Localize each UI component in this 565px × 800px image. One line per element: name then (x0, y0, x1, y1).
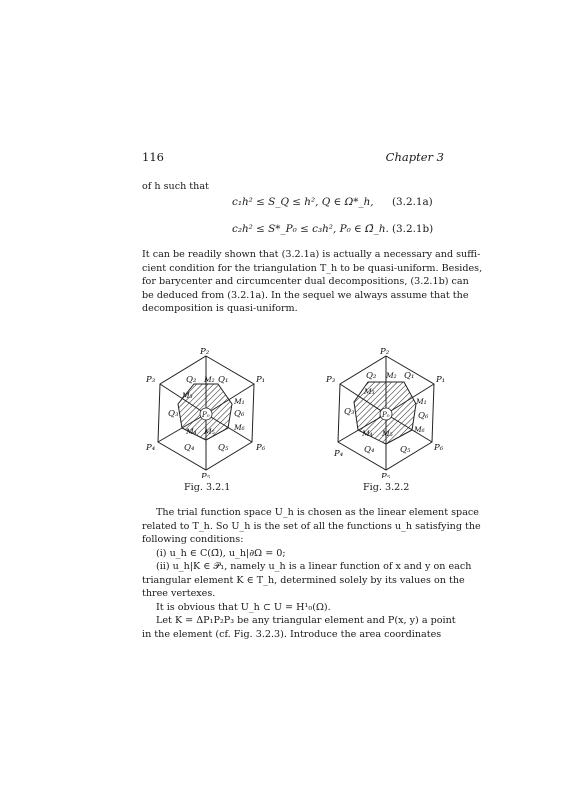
text-line: following conditions: (142, 534, 244, 545)
text-line: in the element (cf. Fig. 3.2.3). Introduce the area coordinates (142, 628, 442, 640)
label-q2: Q₂ (366, 371, 377, 381)
label-p3: P₃ (326, 375, 336, 385)
text-line: It is obvious that U_h ⊂ U = H¹₀(Ω). (156, 601, 331, 613)
label-q1: Q₁ (404, 371, 415, 381)
label-m5: M₅ (382, 429, 393, 438)
label-p6: P₆ (256, 443, 266, 453)
label-p1: P₁ (256, 375, 266, 385)
label-q6: Q₆ (234, 409, 245, 419)
label-p5: P₅ (381, 472, 391, 478)
text-line: It can be readily shown that (3.2.1a) is actually a necessary and suffi- (142, 249, 481, 260)
label-m4: M₄ (186, 427, 197, 436)
label-p1: P₁ (436, 375, 446, 385)
label-p6: P₆ (434, 443, 444, 453)
label-q3: Q₃ (168, 409, 179, 419)
label-m2: M₂ (386, 371, 397, 380)
chapter-title: Chapter 3 (385, 150, 444, 164)
text-line: decomposition is quasi-uniform. (142, 303, 298, 314)
paragraph-quasi-uniform (142, 248, 483, 316)
text-line: Let K = ΔP₁P₂P₃ be any triangular element and P(x, y) a point (156, 615, 456, 626)
label-p4: P₄ (146, 443, 156, 453)
text-line: be deduced from (3.2.1a). In the sequel we always assume that the (142, 289, 469, 301)
figure-3-2-2-diagram (318, 348, 458, 478)
label-p2: P₂ (200, 348, 210, 357)
label-m4: M₄ (362, 429, 373, 438)
caption-figure-3-2-1: Fig. 3.2.1 (184, 482, 231, 493)
label-q5: Q₅ (400, 445, 411, 455)
text-line: cient condition for the triangulation T_h to be quasi-uniform. Besides, (142, 262, 483, 274)
equation-number-3-2-1a: (3.2.1a) (392, 196, 433, 208)
text-line: related to T_h. So U_h is the set of all the functions u_h satisfying the (142, 520, 481, 532)
label-p5: P₅ (201, 472, 211, 478)
equation-3-2-1b: c₂h² ≤ S*_P₀ ≤ c₃h², P₀ ∈ Ω̄_h. (232, 223, 389, 235)
label-m3: M₃ (182, 391, 193, 400)
text-line: three vertexes. (142, 588, 216, 599)
page-number: 116 (142, 150, 164, 164)
label-p2: P₂ (380, 348, 390, 357)
label-q4: Q₄ (184, 443, 195, 453)
label-p0: P₀ (202, 411, 210, 419)
label-q4: Q₄ (364, 445, 375, 455)
label-m2: M₂ (204, 375, 215, 384)
label-p0: P₀ (382, 411, 390, 419)
label-m6: M₆ (234, 423, 245, 432)
label-m6: M₆ (414, 425, 425, 434)
text-line: for barycenter and circumcenter dual decompositions, (3.2.1b) can (142, 276, 469, 287)
text-line: triangular element K ∈ T_h, determined solely by its values on the (142, 574, 465, 586)
label-q2: Q₂ (186, 375, 197, 385)
label-p3: P₃ (146, 375, 156, 385)
label-m1: M₁ (234, 397, 245, 406)
figure-3-2-1 (142, 348, 282, 478)
label-m1: M₁ (416, 397, 427, 406)
label-q1: Q₁ (218, 375, 229, 385)
figure-3-2-2 (318, 348, 458, 478)
text-line: (i) u_h ∈ C(Ω̄), u_h|∂Ω = 0; (156, 547, 286, 559)
caption-figure-3-2-2: Fig. 3.2.2 (363, 482, 410, 493)
label-q3: Q₃ (344, 407, 355, 417)
label-q6: Q₆ (418, 411, 429, 421)
label-m3: M₃ (364, 387, 375, 396)
figure-3-2-1-diagram (142, 348, 282, 478)
label-p4: P₄ (334, 449, 344, 459)
intro-line: of h such that (142, 181, 209, 192)
text-line: (ii) u_h|K ∈ 𝒫₁, namely u_h is a linear function of x and y on each (156, 561, 472, 572)
equation-3-2-1a: c₁h² ≤ S_Q ≤ h², Q ∈ Ω*_h, (232, 196, 374, 208)
paragraph-trial-function-space (142, 506, 481, 641)
equation-number-3-2-1b: (3.2.1b) (392, 223, 434, 235)
text-line: The trial function space U_h is chosen as the linear element space (156, 507, 479, 518)
label-q5: Q₅ (218, 443, 229, 453)
label-m5: M₅ (204, 427, 215, 436)
